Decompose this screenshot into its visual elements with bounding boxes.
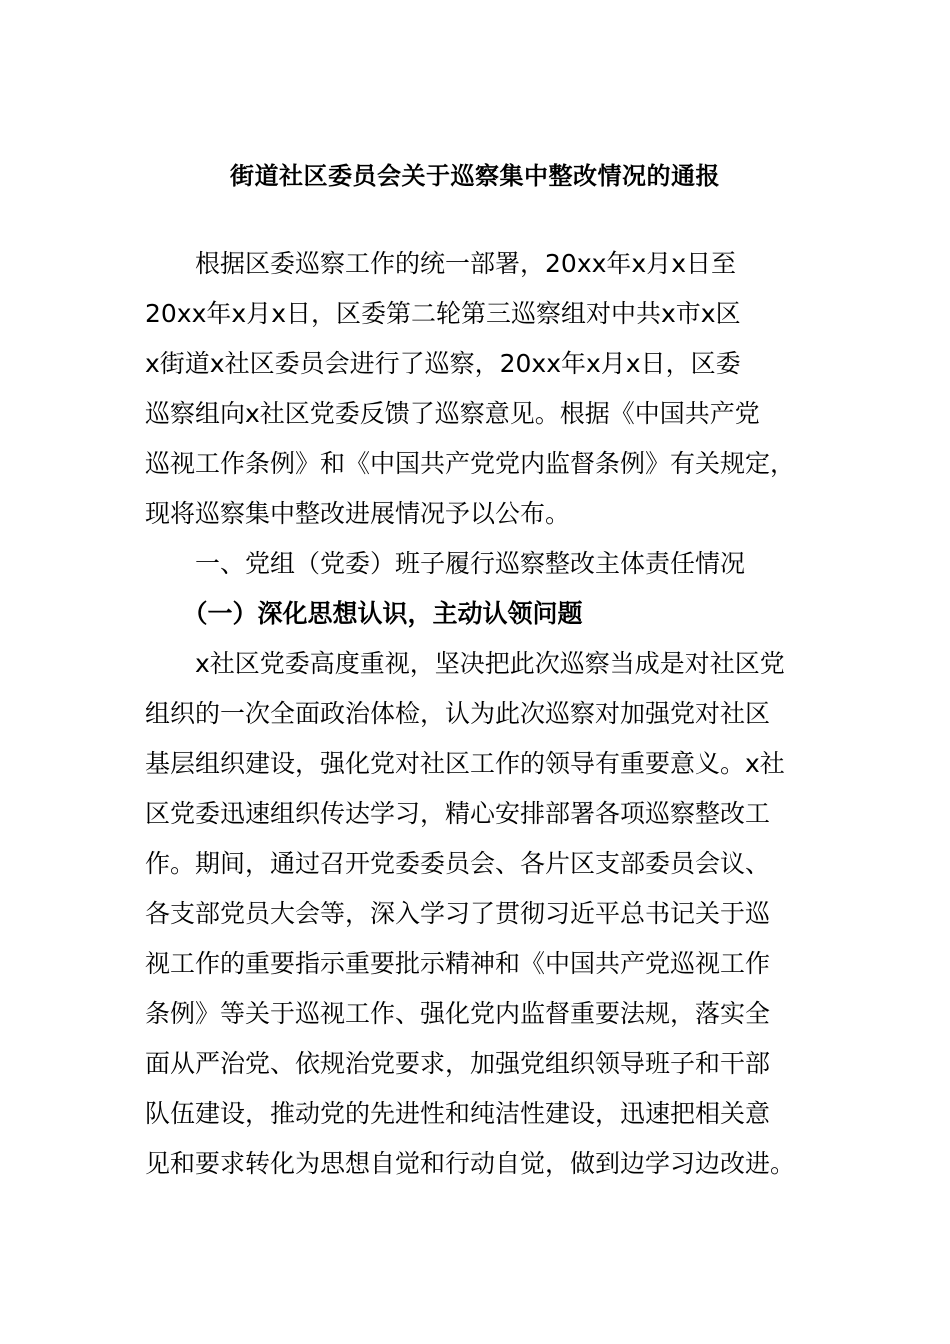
body-line-16: 条例》等关于巡视工作、强化党内监督重要法规，落实全 xyxy=(145,999,771,1028)
body-line-15: 视工作的重要指示重要批示精神和《中国共产党巡视工作 xyxy=(145,949,771,978)
body-line-18: 队伍建设，推动党的先进性和纯洁性建设，迅速把相关意 xyxy=(145,1099,771,1128)
body-line-1: 根据区委巡察工作的统一部署，20xx年x月x日至 xyxy=(145,249,736,278)
body-line-12: 区党委迅速组织传达学习，精心安排部署各项巡察整改工 xyxy=(145,799,771,828)
body-line-13: 作。期间，通过召开党委委员会、各片区支部委员会议、 xyxy=(145,849,771,878)
body-line-6: 现将巡察集中整改进展情况予以公布。 xyxy=(145,499,571,528)
subsection-heading-1: （一）深化思想认识，主动认领问题 xyxy=(145,599,583,628)
body-line-17: 面从严治党、依规治党要求，加强党组织领导班子和干部 xyxy=(145,1049,771,1078)
body-line-14: 各支部党员大会等，深入学习了贯彻习近平总书记关于巡 xyxy=(145,899,771,928)
body-line-2: 20xx年x月x日，区委第二轮第三巡察组对中共x市x区 xyxy=(145,299,741,328)
body-line-9: x社区党委高度重视，坚决把此次巡察当成是对社区党 xyxy=(145,649,785,678)
body-line-19: 见和要求转化为思想自觉和行动自觉，做到边学习边改进。 xyxy=(145,1149,796,1178)
body-line-3: x街道x社区委员会进行了巡察，20xx年x月x日，区委 xyxy=(145,349,741,378)
body-line-11: 基层组织建设，强化党对社区工作的领导有重要意义。x社 xyxy=(145,749,785,778)
body-line-4: 巡察组向x社区党委反馈了巡察意见。根据《中国共产党 xyxy=(145,399,760,428)
body-line-10: 组织的一次全面政治体检，认为此次巡察对加强党对社区 xyxy=(145,699,771,728)
section-heading-1: 一、党组（党委）班子履行巡察整改主体责任情况 xyxy=(145,549,746,578)
document-title: 街道社区委员会关于巡察集中整改情况的通报 xyxy=(230,162,720,190)
body-line-5: 巡视工作条例》和《中国共产党党内监督条例》有关规定， xyxy=(145,449,796,478)
